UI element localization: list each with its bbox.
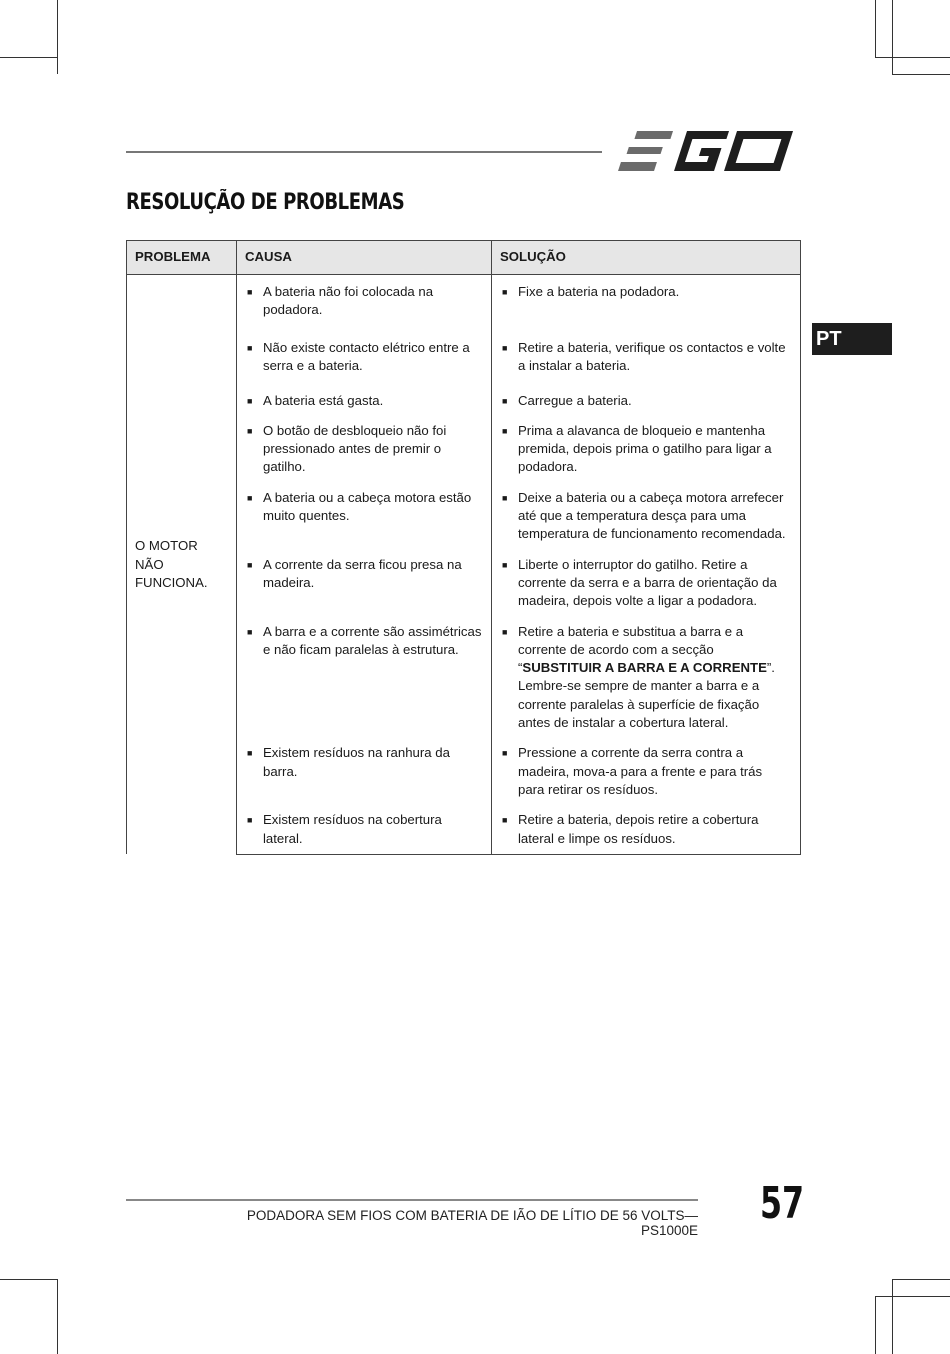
bullet-icon: ■: [502, 559, 508, 570]
cause-text: Existem resíduos na cobertura lateral.: [263, 812, 442, 846]
cause-text: A barra e a corrente são assimétricas e não ficam paralelas à estrutura.: [263, 623, 482, 657]
cause-text: Não existe contacto elétrico entre a serra e a bateria.: [263, 340, 470, 374]
bullet-icon: ■: [502, 343, 508, 353]
cause-text: A bateria está gasta.: [263, 392, 384, 408]
bullet-icon: ■: [502, 748, 508, 759]
page-number: 57: [760, 1178, 805, 1229]
crop-mark: [875, 0, 876, 57]
crop-mark: [0, 1279, 57, 1280]
solution-text: Pressione a corrente da serra contra a madeira, mova-a para a frente e para trás para retirar os resíduos.: [518, 745, 763, 797]
footer-text: PODADORA SEM FIOS COM BATERIA DE IÃO DE LÍTIO DE 56 VOLTS— PS1000E: [246, 1208, 698, 1238]
crop-mark: [57, 1279, 58, 1354]
bullet-icon: ■: [502, 626, 508, 637]
cause-text: A bateria não foi colocada na podadora.: [263, 284, 434, 318]
bullet-icon: ■: [502, 815, 508, 826]
bullet-icon: ■: [247, 287, 253, 297]
cause-text: A bateria ou a cabeça motora estão muito quentes.: [263, 489, 472, 524]
table-row: [127, 275, 801, 332]
bullet-icon: ■: [247, 492, 253, 503]
crop-mark: [875, 57, 950, 58]
bullet-icon: ■: [247, 626, 253, 637]
bullet-icon: ■: [247, 815, 253, 826]
header-rule: [126, 151, 602, 153]
footer-rule: [126, 1199, 698, 1201]
language-tab: PT: [812, 323, 892, 355]
crop-mark: [892, 74, 950, 75]
solution-text: Retire a bateria, verifique os contactos e volte a instalar a bateria.: [518, 340, 786, 374]
crop-mark: [875, 1296, 876, 1354]
bullet-icon: ■: [247, 395, 253, 406]
ego-logo: [616, 128, 802, 174]
cause-text: O botão de desbloqueio não foi pressionado antes de premir o gatilho.: [263, 422, 447, 475]
solution-text: Liberte o interruptor do gatilho. Retire a corrente da serra e a barra de orientação da madeira, depois volte a ligar a podadora.: [518, 556, 777, 609]
solution-text: Fixe a bateria na podadora.: [518, 284, 680, 299]
crop-mark: [875, 1296, 950, 1297]
bullet-icon: ■: [502, 395, 508, 406]
solution-text: Deixe a bateria ou a cabeça motora arrefecer até que a temperatura desça para uma temperatura de funcionamento recomendada.: [518, 489, 786, 542]
solution-text: Prima a alavanca de bloqueio e mantenha premida, depois prima o gatilho para ligar a podadora.: [518, 422, 772, 475]
bullet-icon: ■: [502, 287, 508, 297]
solution-text: Carregue a bateria.: [518, 392, 632, 408]
crop-mark: [892, 0, 893, 74]
crop-mark: [57, 0, 58, 74]
bullet-icon: ■: [247, 343, 253, 353]
bullet-icon: ■: [247, 559, 253, 570]
cause-text: Existem resíduos na ranhura da barra.: [263, 745, 450, 779]
bullet-icon: ■: [502, 492, 508, 503]
page-title: RESOLUÇÃO DE PROBLEMAS: [126, 190, 405, 215]
section-reference: SUBSTITUIR A BARRA E A CORRENTE: [522, 660, 767, 676]
crop-mark: [892, 1279, 950, 1280]
cause-text: A corrente da serra ficou presa na madeira.: [263, 556, 462, 590]
bullet-icon: ■: [247, 425, 253, 436]
table-header-row: [127, 241, 801, 275]
header-solution: SOLUÇÃO: [492, 241, 801, 275]
crop-mark: [0, 57, 57, 58]
troubleshooting-table: [126, 240, 801, 855]
crop-mark: [892, 1279, 893, 1354]
bullet-icon: ■: [502, 425, 508, 436]
problem-cell: O MOTOR NÃO FUNCIONA.: [127, 275, 237, 855]
header-cause: CAUSA: [237, 241, 492, 275]
header-problem: PROBLEMA: [127, 241, 237, 275]
solution-text: Retire a bateria, depois retire a cobertura lateral e limpe os resíduos.: [518, 812, 759, 846]
bullet-icon: ■: [247, 748, 253, 759]
solution-text: Retire a bateria e substitua a barra e a corrente de acordo com a secção “SUBSTITUIR A BARRA E A CORRENTE”. Lembre-se sempre de manter a barra e a corrente paralelas à superfície de fixação antes de instalar a cobertura lateral.: [518, 623, 775, 731]
